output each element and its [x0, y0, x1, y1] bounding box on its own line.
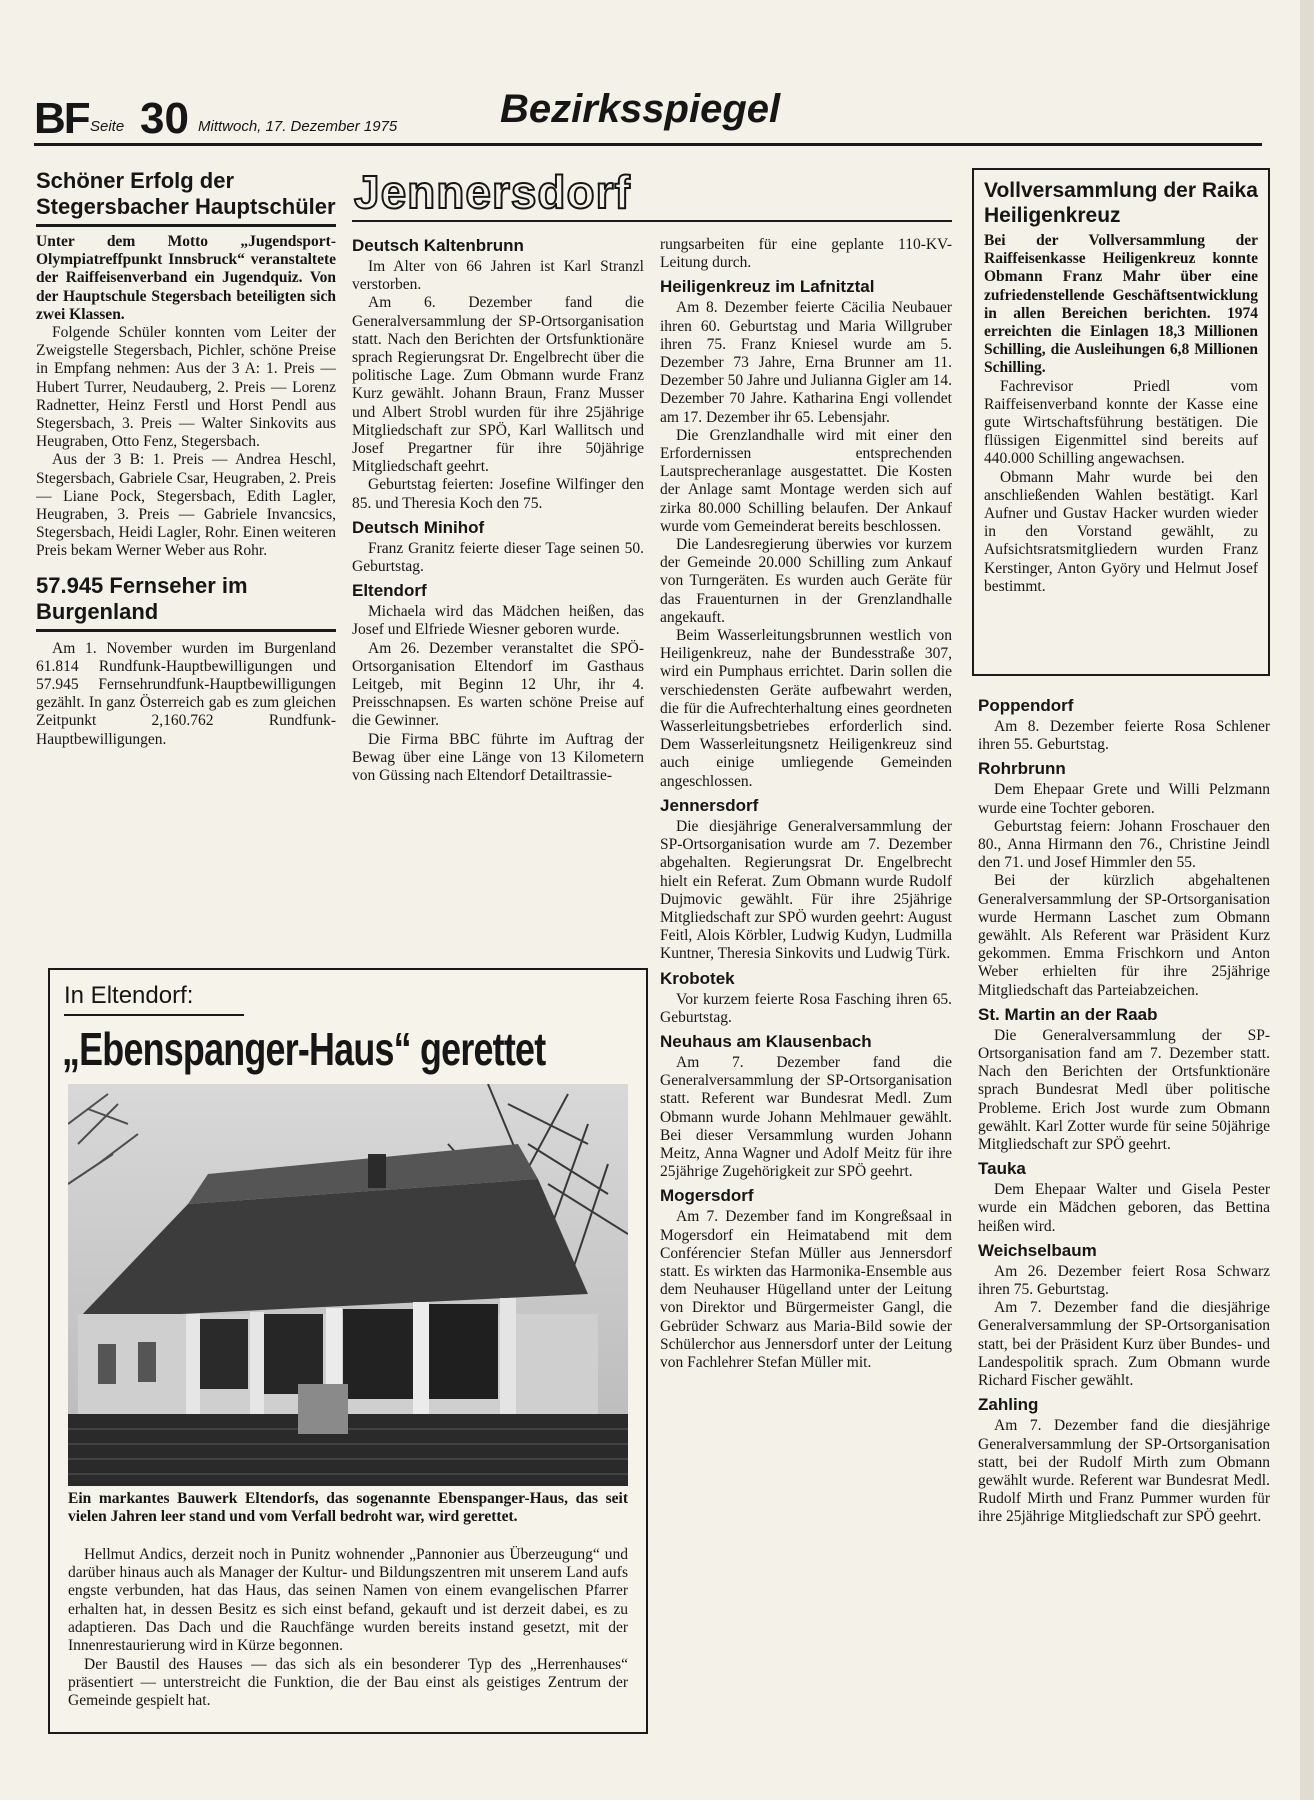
column-1 [36, 168, 336, 958]
article-paragraph: rungsarbeiten für eine geplante 110-KV-Leitung durch. [660, 236, 952, 272]
box-lead: Bei der Vollversammlung der Raiffeisenkasse Heiligenkreuz konnte Obmann Franz Mahr über eine zufriedenstellende Geschäftsentwicklung in allen Bereichen berichten. 1974 erreichten die Einlagen 18,3 Millionen Schilling, die Ausleihungen 6,8 Millionen Schilling. [984, 232, 1258, 377]
section-heading: Deutsch Minihof [352, 517, 485, 537]
article-paragraph: Am 7. Dezember fand im Kongreßsaal in Mogersdorf ein Heimatabend mit dem Conférencier Stefan Müller aus Jennersdorf statt. Es wirkten das Harmonika-Ensemble aus dem Neuhauser Hügelland unter der Leitung von Direktor und Bürgermeister Gangl, die Gebrüder Schwarz aus Maria-Bild sowie der Schülerchor aus Jennersdorf unter der Leitung von Fachlehrer Stefan Müller mit. [660, 1208, 952, 1371]
article-paragraph: Am 8. Dezember feierte Rosa Schlener ihren 55. Geburtstag. [978, 718, 1270, 754]
raika-box [972, 168, 1270, 676]
section-title: Bezirksspiegel [500, 87, 781, 131]
column-2 [352, 236, 644, 956]
section-heading: Rohrbrunn [978, 759, 1066, 779]
box-paragraph: Obmann Mahr wurde bei den anschließenden Wahlen bestätigt. Karl Aufner und Gustav Hacker wurden wieder in den Vorstand gewählt, zu Aufsichtsratsmitgliedern wurden Franz Kerstinger, Anton Györy und Helmut Josef bestimmt. [984, 468, 1258, 595]
article-paragraph: Am 7. Dezember fand die diesjährige Generalversammlung der SP-Ortsorganisation statt, bei der Rudolf Mirth zum Obmann gewählt wurde. Referent war Bundesrat Medl. Rudolf Mirth und Franz Pummer wurden für ihre 25jährige Mitgliedschaft zur SPÖ geehrt. [978, 1417, 1270, 1526]
masthead-logo: BF [34, 94, 89, 143]
article-paragraph: Am 26. Dezember feiert Rosa Schwarz ihren 75. Geburtstag. [978, 1262, 1270, 1299]
section-heading: Jennersdorf [660, 795, 759, 815]
page-number: 30 [140, 94, 189, 143]
article-paragraph: Dem Ehepaar Grete und Willi Pelzmann wurde eine Tochter geboren. [978, 781, 1270, 817]
section-heading: Neuhaus am Klausenbach [660, 1031, 872, 1051]
article-paragraph: Folgende Schüler konnten vom Leiter der Zweigstelle Stegersbach, Pichler, schöne Preise in Empfang nehmen: Aus der 3 A: 1. Preis — Hubert Turrer, Neudauberg, 2. Preis — Lorenz Radnetter, Heinz Ferstl und Horst Pendl aus Stegersbach, 3. Preis — Walter Sinkovits aus Heugraben, Otto Fenz, Stegersbach. [36, 324, 336, 451]
house-photo [68, 1084, 628, 1486]
section-heading: Deutsch Kaltenbrunn [352, 236, 524, 255]
article-paragraph: Am 26. Dezember veranstaltet die SPÖ-Ortsorganisation Eltendorf im Gasthaus Leitgeb, mit Beginn 12 Uhr, ihr 4. Preisschnapsen. Es warten schöne Preise auf die Gewinner. [352, 639, 644, 730]
section-heading: Heiligenkreuz im Lafnitztal [660, 277, 875, 297]
article-paragraph: Aus der 3 B: 1. Preis — Andrea Heschl, Stegersbach, Gabriele Csar, Heugraben, 2. Preis — Liane Pock, Stegersbach, Edith Lagler, Heugraben, 3. Preis — Gabriele Invancsics, Stegersbach, Heidi Lagler, Rohr. Einen weiteren Preis bekam Werner Weber aus Rohr. [36, 451, 336, 560]
feature-box [48, 968, 648, 1734]
article-paragraph: Am 6. Dezember fand die Generalversammlung der SP-Ortsorganisation statt. Nach den Berichten der Ortsfunktionäre sprach Regierungsrat Dr. Engelbrecht über die politische Lage. Zum Obmann wurde Franz Kurz gewählt. Johann Braun, Franz Musser und Albert Strobl wurden für ihre 25jährige Mitgliedschaft zur SPÖ, Karl Wallitsch und Josef Pregartner für ihre 50jährige Mitgliedschaft geehrt. [352, 294, 644, 476]
article-paragraph: Die Landesregierung überwies vor kurzem der Gemeinde 20.000 Schilling zum Ankauf von Turngeräten. Es wurden auch Geräte für das Frauenturnen in der Grenzlandhalle angekauft. [660, 536, 952, 626]
article-paragraph: Am 1. November wurden im Burgenland 61.814 Rundfunk-Hauptbewilligungen und 57.945 Fernsehrundfunk-Hauptbewilligungen gezählt. In ganz Österreich gab es zum gleichen Zeitpunkt 2,160.762 Rundfunk-Hauptbewilligungen. [36, 639, 336, 748]
section-heading: Weichselbaum [978, 1240, 1097, 1260]
kicker-rule [64, 1014, 244, 1016]
title-underline [36, 224, 336, 227]
article-paragraph: Die Generalversammlung der SP-Ortsorganisation fand am 7. Dezember statt. Nach den Berichten der Ortsfunktionäre sprach Bundesrat Medl über politische Probleme. Erich Jost wurde zum Obmann gewählt. Karl Zotter wurde für seine 50jährige Mitgliedschaft zur SPÖ geehrt. [978, 1026, 1270, 1154]
header-rule [34, 143, 1262, 146]
section-heading: Eltendorf [352, 581, 427, 601]
article-paragraph: Im Alter von 66 Jahren ist Karl Stranzl verstorben. [352, 258, 644, 294]
page-edge [1300, 0, 1314, 1800]
page-label: Seite [90, 118, 125, 135]
section-heading: Mogersdorf [660, 1186, 754, 1206]
article-paragraph: Am 7. Dezember fand die diesjährige Generalversammlung der SP-Ortsorganisation statt, bei der Präsident Kurz über Bundes- und Landespolitik sprach. Zum Obmann wurde Richard Fischer gewählt. [978, 1299, 1270, 1390]
box-paragraph: Fachrevisor Priedl vom Raiffeisenverband konnte der Kasse eine gute Wirtschaftsführung bestätigen. Die flüssigen Eigenmittel sind bereits auf 440.000 Schilling angewachsen. [984, 377, 1258, 468]
jennersdorf-rule [352, 220, 952, 222]
section-heading: Krobotek [660, 968, 735, 988]
article-paragraph: Geburtstag feierten: Josefine Wilfinger den 85. und Theresia Koch den 75. [352, 476, 644, 512]
feature-headline: „Ebenspanger-Haus“ gerettet [62, 1023, 546, 1075]
article-paragraph: Am 8. Dezember feierte Cäcilia Neubauer ihren 60. Geburtstag und Maria Willgruber ihren 75. Franz Kniesel wurde am 5. Dezember 73 Jahre, Erna Brunner am 11. Dezember 50 Jahre und Julianna Gigler am 14. Dezember 70 Jahre. Katharina Engi vollendet am 17. Dezember ihr 65. Lebensjahr. [660, 299, 952, 426]
article-paragraph: Die Firma BBC führte im Auftrag der Bewag über eine Länge von 13 Kilometern von Güssing nach Eltendorf Detailtrassie- [352, 730, 644, 785]
article-paragraph: Dem Ehepaar Walter und Gisela Pester wurde ein Mädchen geboren, das Bettina heißen wird. [978, 1181, 1270, 1235]
feature-paragraph: Hellmut Andics, derzeit noch in Punitz wohnender „Pannonier aus Überzeugung“ und darüber hinaus auch als Manager der Kultur- und Bildungszentren mit unserem Land aufs engste verbunden, hat das Haus, das seinen Namen von einem evangelischen Pfarrer erhalten hat, in dessen Besitz es sich einst befand, gekauft und ist derzeit dabei, es zu adaptieren. Das Dach und die Rauchfänge wurden bereits instand gesetzt, mit der Innenrestaurierung wird in Kürze begonnen. [68, 1546, 628, 1655]
article-paragraph: Vor kurzem feierte Rosa Fasching ihren 65. Geburtstag. [660, 990, 952, 1026]
jennersdorf-title: Jennersdorf [354, 166, 631, 218]
column-4 [978, 696, 1270, 1760]
photo-caption: Ein markantes Bauwerk Eltendorfs, das sogenannte Ebenspanger-Haus, das seit vielen Jahren leer stand und vom Verfall bedroht war, wird gerettet. [68, 1490, 628, 1526]
article-paragraph: Die diesjährige Generalversammlung der SP-Ortsorganisation wurde am 7. Dezember abgehalten. Regierungsrat Dr. Engelbrecht hielt ein Referat. Zum Obmann wurde Rudolf Dujmovic gewählt. Für ihre 25jährige Mitgliedschaft zur SPÖ wurden geehrt: August Feitl, Alois Körbler, Ludwig Kudyn, Ludmilla Kuntner, Theresia Sinkovits und Ludwig Türk. [660, 817, 952, 963]
title-underline [36, 629, 336, 632]
article-paragraph: Franz Granitz feierte dieser Tage seinen 50. Geburtstag. [352, 539, 644, 576]
article-paragraph: Am 7. Dezember fand die Generalversammlung der SP-Ortsorganisation statt. Referent war Bundesrat Medl. Zum Obmann wurde Johann Mehlmauer gewählt. Bei dieser Versammlung wurden Johann Meitz, Anna Wagner und Adolf Meitz für ihre 25jährige Zugehörigkeit zur SPÖ geehrt. [660, 1053, 952, 1181]
article-paragraph: Geburtstag feiern: Johann Froschauer den 80., Anna Hirmann den 76., Christine Jeindl den 71. und Josef Himmler den 55. [978, 817, 1270, 872]
box-title: Vollversammlung der Raika Heiligenkreuz [984, 179, 1258, 227]
article-paragraph: Beim Wasserleitungsbrunnen westlich von Heiligenkreuz, nahe der Bundesstraße 307, wird ein Pumphaus errichtet. Darin sollen die verschiedensten Geräte aufbewahrt werden, die für die Aufrechterhaltung eines geordneten Wasserleitungsbetriebes erforderlich sind. Dem Wasserleitungsnetz Heiligenkreuz sind auch einige umliegende Gemeinden angeschlossen. [660, 627, 952, 790]
section-heading: Zahling [978, 1395, 1039, 1415]
section-heading: St. Martin an der Raab [978, 1004, 1158, 1024]
article-paragraph: Michaela wird das Mädchen heißen, das Josef und Elfriede Wiesner geboren wurde. [352, 603, 644, 639]
column-3 [660, 236, 952, 1756]
section-heading: Tauka [978, 1159, 1026, 1179]
article-paragraph: Bei der kürzlich abgehaltenen Generalversammlung der SP-Ortsorganisation wurde Hermann Laschet zum Obmann gewählt. Als Referent war Präsident Kurz gekommen. Emma Frischkorn und Anton Weber erhielten für ihre 25jährige Mitgliedschaft das Parteiabzeichen. [978, 872, 1270, 999]
issue-date: Mittwoch, 17. Dezember 1975 [198, 118, 398, 135]
article-title-stegersbach: Schöner Erfolg der Stegersbacher Hauptschüler [36, 168, 336, 219]
feature-paragraph: Der Baustil des Hauses — das sich als ein besonderer Typ des „Herrenhauses“ präsentiert — unterstreicht die Funktion, die der Bau einst als geistiges Zentrum der Gemeinde gespielt hat. [68, 1656, 628, 1710]
article-lead: Unter dem Motto „Jugendsport-Olympiatreffpunkt Innsbruck“ veranstaltete der Raiffeisenverband ein Jugendquiz. Von der Hauptschule Stegersbach beteiligten sich zwei Klassen. [36, 233, 336, 323]
article-paragraph: Die Grenzlandhalle wird mit einer den Erfordernissen entsprechenden Lautsprecheranlage ausgestattet. Die Kosten der Anlage samt Montage werden sich auf zirka 80.000 Schilling belaufen. Der Ankauf wurde vom Gemeinderat bereits beschlossen. [660, 426, 952, 535]
article-title-fernseher: 57.945 Fernseher im Burgenland [36, 572, 248, 624]
feature-kicker: In Eltendorf: [64, 982, 194, 1009]
section-heading: Poppendorf [978, 696, 1074, 715]
